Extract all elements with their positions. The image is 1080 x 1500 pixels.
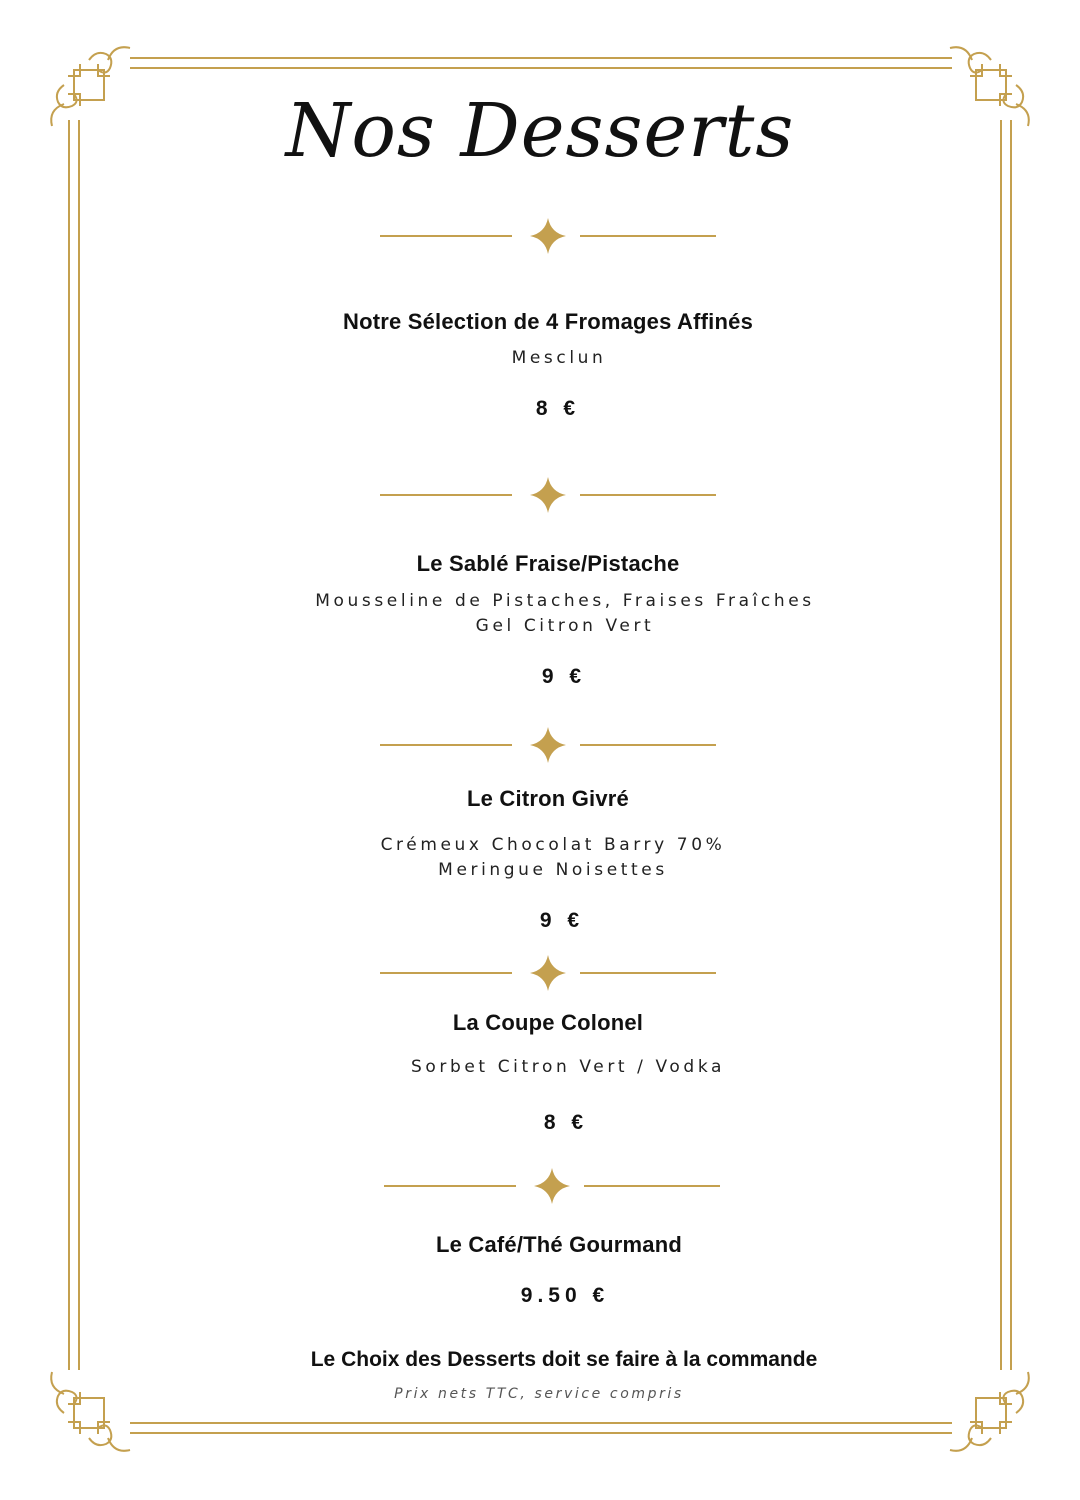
divider [380, 475, 716, 515]
frame-right-outer [1010, 120, 1012, 1370]
dessert-description: Mesclun [511, 348, 607, 368]
divider [380, 725, 716, 765]
frame-left-outer [68, 120, 70, 1370]
page-title: Nos Desserts [285, 88, 795, 174]
ordering-note: Le Choix des Desserts doit se faire à la commande [310, 1348, 818, 1371]
dessert-name: Le Café/Thé Gourmand [435, 1232, 683, 1257]
divider [384, 1166, 720, 1206]
dessert-price: 8 € [543, 1111, 589, 1134]
divider [380, 216, 716, 256]
dessert-description: Meringue Noisettes [438, 860, 668, 880]
dessert-price: 9 € [541, 665, 587, 688]
dessert-description: Gel Citron Vert [475, 616, 655, 636]
four-point-star-icon [380, 475, 716, 515]
frame-top-inner [130, 67, 952, 69]
frame-top-outer [130, 57, 952, 59]
dessert-price: 8 € [535, 397, 581, 420]
divider [380, 953, 716, 993]
four-point-star-icon [384, 1166, 720, 1206]
dessert-name: Le Sablé Fraise/Pistache [416, 551, 680, 576]
four-point-star-icon [380, 953, 716, 993]
frame-bottom-outer [130, 1432, 952, 1434]
price-disclaimer: Prix nets TTC, service compris [394, 1386, 684, 1402]
dessert-description: Crémeux Chocolat Barry 70% [380, 835, 726, 855]
four-point-star-icon [380, 725, 716, 765]
four-point-star-icon [380, 216, 716, 256]
frame-right-inner [1000, 120, 1002, 1370]
dessert-name: La Coupe Colonel [452, 1010, 644, 1035]
frame-bottom-inner [130, 1422, 952, 1424]
dessert-description: Mousseline de Pistaches, Fraises Fraîches [315, 591, 815, 611]
dessert-name: Le Citron Givré [467, 786, 629, 811]
dessert-description: Sorbet Citron Vert / Vodka [411, 1057, 725, 1077]
dessert-price: 9 € [539, 909, 585, 932]
art-deco-corner-icon [44, 1368, 134, 1458]
dessert-name: Notre Sélection de 4 Fromages Affinés [342, 309, 754, 334]
frame-left-inner [78, 120, 80, 1370]
dessert-price: 9.50 € [520, 1284, 610, 1307]
art-deco-corner-icon [946, 1368, 1036, 1458]
